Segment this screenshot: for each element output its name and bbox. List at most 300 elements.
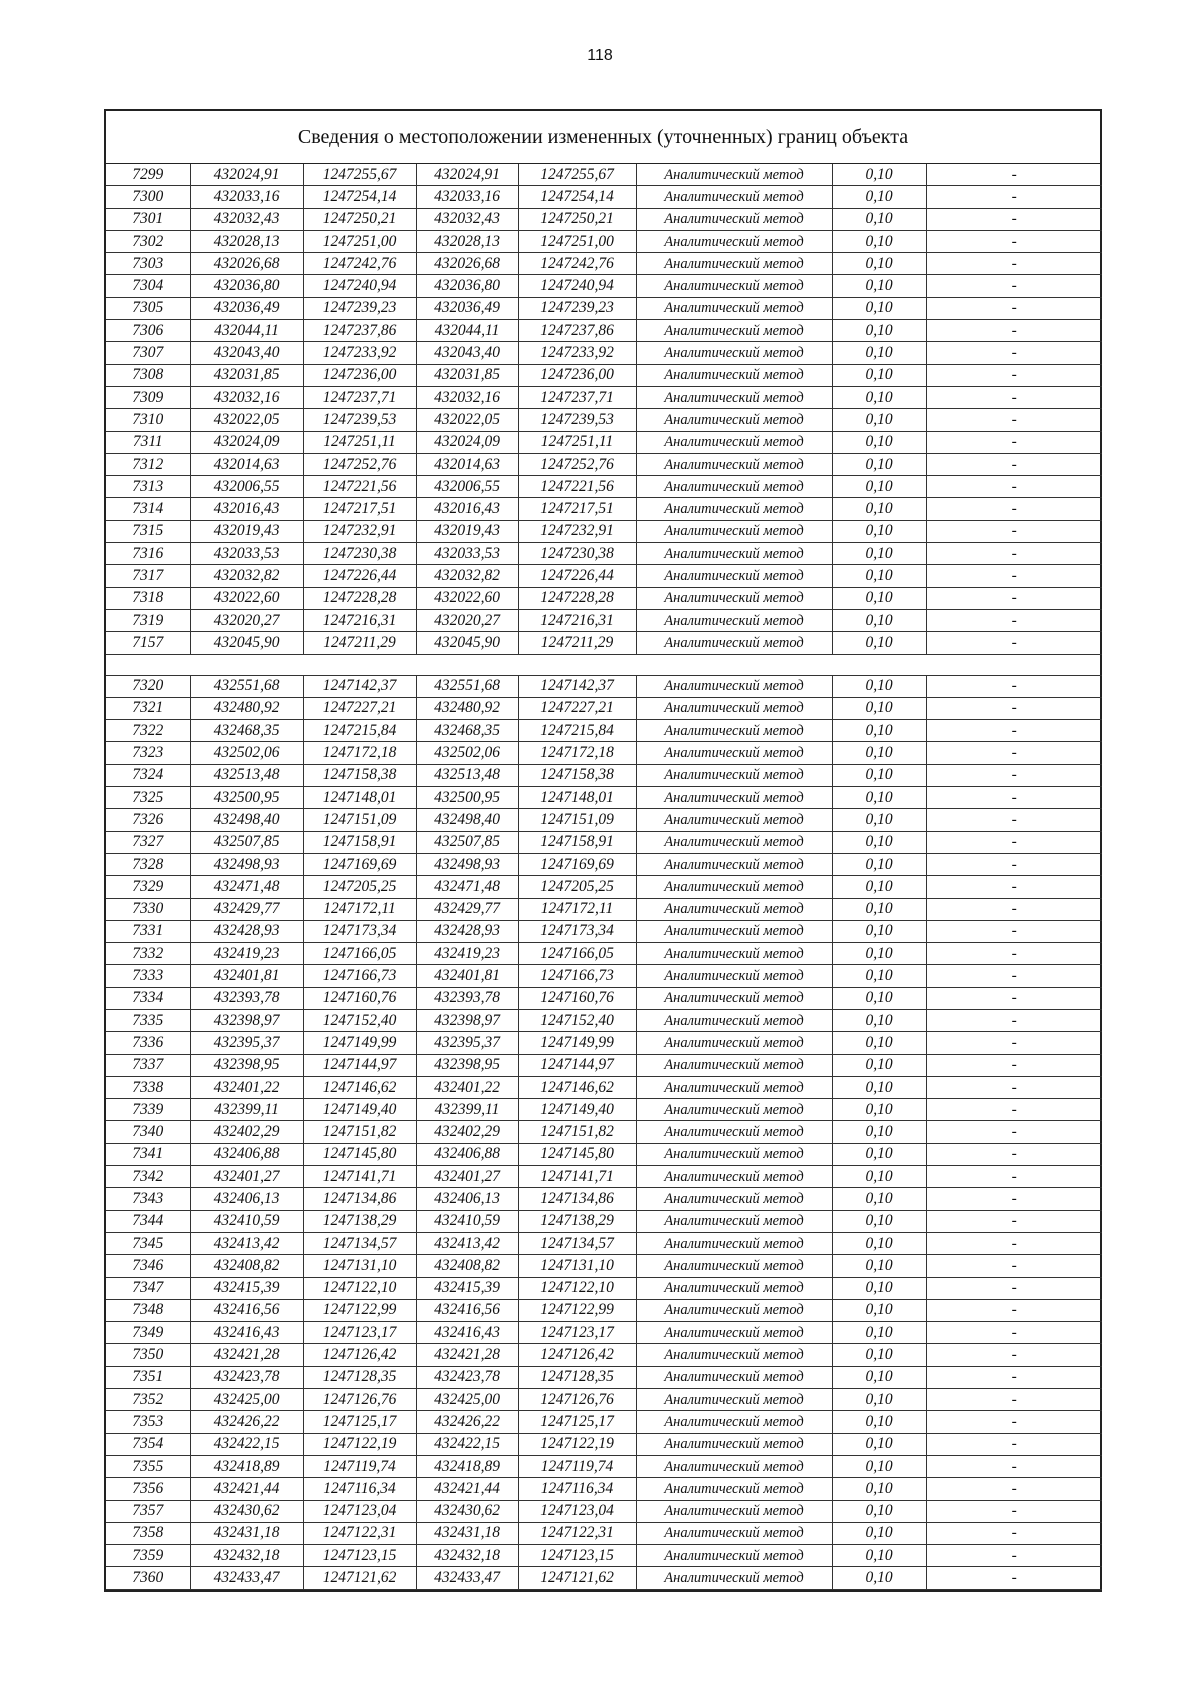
x-refined-cell: 432024,91	[416, 164, 518, 186]
y-existing-cell: 1247145,80	[303, 1143, 416, 1165]
point-number-cell: 7333	[106, 965, 190, 987]
precision-cell: 0,10	[832, 1455, 926, 1477]
method-cell: Аналитический метод	[636, 364, 832, 386]
y-refined-cell: 1247217,51	[518, 498, 636, 520]
x-existing-cell: 432024,91	[190, 164, 303, 186]
note-cell: -	[926, 898, 1102, 920]
point-number-cell: 7343	[106, 1188, 190, 1210]
x-refined-cell: 432026,68	[416, 253, 518, 275]
point-number-cell: 7338	[106, 1076, 190, 1098]
x-refined-cell: 432395,37	[416, 1032, 518, 1054]
y-existing-cell: 1247237,86	[303, 320, 416, 342]
table-row	[106, 742, 1102, 764]
precision-cell: 0,10	[832, 386, 926, 408]
method-cell: Аналитический метод	[636, 965, 832, 987]
y-existing-cell: 1247141,71	[303, 1166, 416, 1188]
y-existing-cell: 1247215,84	[303, 720, 416, 742]
x-existing-cell: 432428,93	[190, 920, 303, 942]
x-refined-cell: 432022,60	[416, 587, 518, 609]
note-cell: -	[926, 1032, 1102, 1054]
x-existing-cell: 432423,78	[190, 1366, 303, 1388]
point-number-cell: 7318	[106, 587, 190, 609]
x-refined-cell: 432468,35	[416, 720, 518, 742]
x-refined-cell: 432036,49	[416, 297, 518, 319]
y-existing-cell: 1247254,14	[303, 186, 416, 208]
point-number-cell: 7309	[106, 386, 190, 408]
precision-cell: 0,10	[832, 831, 926, 853]
y-refined-cell: 1247251,11	[518, 431, 636, 453]
point-number-cell: 7299	[106, 164, 190, 186]
table-row	[106, 1299, 1102, 1321]
x-refined-cell: 432031,85	[416, 364, 518, 386]
precision-cell: 0,10	[832, 697, 926, 719]
point-number-cell: 7359	[106, 1545, 190, 1567]
point-number-cell: 7355	[106, 1455, 190, 1477]
precision-cell: 0,10	[832, 675, 926, 697]
point-number-cell: 7324	[106, 764, 190, 786]
precision-cell: 0,10	[832, 609, 926, 631]
y-refined-cell: 1247123,15	[518, 1545, 636, 1567]
note-cell: -	[926, 1522, 1102, 1544]
method-cell: Аналитический метод	[636, 587, 832, 609]
boundary-table-frame	[104, 109, 1102, 1592]
x-existing-cell: 432416,56	[190, 1299, 303, 1321]
y-existing-cell: 1247251,11	[303, 431, 416, 453]
y-refined-cell: 1247123,17	[518, 1322, 636, 1344]
y-refined-cell: 1247228,28	[518, 587, 636, 609]
x-existing-cell: 432398,95	[190, 1054, 303, 1076]
x-refined-cell: 432421,44	[416, 1478, 518, 1500]
point-number-cell: 7321	[106, 697, 190, 719]
y-refined-cell: 1247151,09	[518, 809, 636, 831]
precision-cell: 0,10	[832, 943, 926, 965]
x-refined-cell: 432399,11	[416, 1099, 518, 1121]
y-refined-cell: 1247254,14	[518, 186, 636, 208]
x-refined-cell: 432014,63	[416, 453, 518, 475]
note-cell: -	[926, 1232, 1102, 1254]
precision-cell: 0,10	[832, 453, 926, 475]
precision-cell: 0,10	[832, 297, 926, 319]
note-cell: -	[926, 943, 1102, 965]
y-existing-cell: 1247123,04	[303, 1500, 416, 1522]
y-existing-cell: 1247242,76	[303, 253, 416, 275]
y-existing-cell: 1247251,00	[303, 230, 416, 252]
precision-cell: 0,10	[832, 1522, 926, 1544]
y-existing-cell: 1247149,99	[303, 1032, 416, 1054]
precision-cell: 0,10	[832, 1143, 926, 1165]
x-existing-cell: 432468,35	[190, 720, 303, 742]
y-refined-cell: 1247239,53	[518, 409, 636, 431]
table-row	[106, 364, 1102, 386]
point-number-cell: 7328	[106, 853, 190, 875]
table-row	[106, 787, 1102, 809]
precision-cell: 0,10	[832, 1567, 926, 1589]
x-refined-cell: 432032,82	[416, 565, 518, 587]
precision-cell: 0,10	[832, 1032, 926, 1054]
precision-cell: 0,10	[832, 1344, 926, 1366]
y-existing-cell: 1247237,71	[303, 386, 416, 408]
note-cell: -	[926, 565, 1102, 587]
note-cell: -	[926, 386, 1102, 408]
x-existing-cell: 432028,13	[190, 230, 303, 252]
y-refined-cell: 1247158,38	[518, 764, 636, 786]
y-existing-cell: 1247121,62	[303, 1567, 416, 1589]
x-refined-cell: 432471,48	[416, 876, 518, 898]
method-cell: Аналитический метод	[636, 164, 832, 186]
y-existing-cell: 1247116,34	[303, 1478, 416, 1500]
table-title: Сведения о местоположении измененных (уточненных) границ объекта	[106, 111, 1100, 164]
method-cell: Аналитический метод	[636, 1210, 832, 1232]
point-number-cell: 7322	[106, 720, 190, 742]
y-refined-cell: 1247215,84	[518, 720, 636, 742]
x-existing-cell: 432418,89	[190, 1455, 303, 1477]
x-existing-cell: 432031,85	[190, 364, 303, 386]
y-existing-cell: 1247239,53	[303, 409, 416, 431]
precision-cell: 0,10	[832, 1054, 926, 1076]
table-row	[106, 1166, 1102, 1188]
y-refined-cell: 1247232,91	[518, 520, 636, 542]
precision-cell: 0,10	[832, 1009, 926, 1031]
y-existing-cell: 1247122,99	[303, 1299, 416, 1321]
y-existing-cell: 1247138,29	[303, 1210, 416, 1232]
note-cell: -	[926, 920, 1102, 942]
y-refined-cell: 1247134,86	[518, 1188, 636, 1210]
y-existing-cell: 1247149,40	[303, 1099, 416, 1121]
y-refined-cell: 1247251,00	[518, 230, 636, 252]
precision-cell: 0,10	[832, 587, 926, 609]
table-row	[106, 809, 1102, 831]
precision-cell: 0,10	[832, 342, 926, 364]
x-refined-cell: 432024,09	[416, 431, 518, 453]
y-refined-cell: 1247230,38	[518, 543, 636, 565]
x-refined-cell: 432428,93	[416, 920, 518, 942]
point-number-cell: 7353	[106, 1411, 190, 1433]
x-refined-cell: 432413,42	[416, 1232, 518, 1254]
note-cell: -	[926, 1188, 1102, 1210]
x-refined-cell: 432502,06	[416, 742, 518, 764]
y-existing-cell: 1247166,73	[303, 965, 416, 987]
point-number-cell: 7332	[106, 943, 190, 965]
y-existing-cell: 1247142,37	[303, 675, 416, 697]
y-refined-cell: 1247169,69	[518, 853, 636, 875]
point-number-cell: 7304	[106, 275, 190, 297]
point-number-cell: 7337	[106, 1054, 190, 1076]
x-existing-cell: 432016,43	[190, 498, 303, 520]
method-cell: Аналитический метод	[636, 764, 832, 786]
x-refined-cell: 432044,11	[416, 320, 518, 342]
coordinates-table	[106, 164, 1102, 1590]
table-row	[106, 1344, 1102, 1366]
note-cell: -	[926, 1009, 1102, 1031]
method-cell: Аналитический метод	[636, 609, 832, 631]
y-refined-cell: 1247250,21	[518, 208, 636, 230]
table-row	[106, 453, 1102, 475]
precision-cell: 0,10	[832, 898, 926, 920]
x-refined-cell: 432045,90	[416, 632, 518, 654]
y-refined-cell: 1247126,76	[518, 1389, 636, 1411]
y-refined-cell: 1247237,71	[518, 386, 636, 408]
y-refined-cell: 1247116,34	[518, 1478, 636, 1500]
method-cell: Аналитический метод	[636, 1389, 832, 1411]
group-separator-row	[106, 654, 1102, 675]
precision-cell: 0,10	[832, 809, 926, 831]
y-existing-cell: 1247227,21	[303, 697, 416, 719]
method-cell: Аналитический метод	[636, 898, 832, 920]
precision-cell: 0,10	[832, 1076, 926, 1098]
method-cell: Аналитический метод	[636, 987, 832, 1009]
note-cell: -	[926, 1076, 1102, 1098]
point-number-cell: 7311	[106, 431, 190, 453]
x-refined-cell: 432006,55	[416, 476, 518, 498]
note-cell: -	[926, 720, 1102, 742]
precision-cell: 0,10	[832, 1277, 926, 1299]
y-existing-cell: 1247232,91	[303, 520, 416, 542]
point-number-cell: 7345	[106, 1232, 190, 1254]
precision-cell: 0,10	[832, 253, 926, 275]
y-refined-cell: 1247151,82	[518, 1121, 636, 1143]
table-body	[106, 164, 1102, 1589]
method-cell: Аналитический метод	[636, 409, 832, 431]
y-existing-cell: 1247169,69	[303, 853, 416, 875]
y-refined-cell: 1247126,42	[518, 1344, 636, 1366]
method-cell: Аналитический метод	[636, 297, 832, 319]
method-cell: Аналитический метод	[636, 1411, 832, 1433]
table-row	[106, 431, 1102, 453]
method-cell: Аналитический метод	[636, 1522, 832, 1544]
x-refined-cell: 432433,47	[416, 1567, 518, 1589]
note-cell: -	[926, 1121, 1102, 1143]
y-refined-cell: 1247138,29	[518, 1210, 636, 1232]
note-cell: -	[926, 230, 1102, 252]
note-cell: -	[926, 742, 1102, 764]
method-cell: Аналитический метод	[636, 386, 832, 408]
table-row	[106, 1188, 1102, 1210]
note-cell: -	[926, 809, 1102, 831]
table-row	[106, 1277, 1102, 1299]
x-refined-cell: 432425,00	[416, 1389, 518, 1411]
precision-cell: 0,10	[832, 1232, 926, 1254]
method-cell: Аналитический метод	[636, 1277, 832, 1299]
x-existing-cell: 432401,27	[190, 1166, 303, 1188]
precision-cell: 0,10	[832, 565, 926, 587]
table-row	[106, 943, 1102, 965]
note-cell: -	[926, 208, 1102, 230]
method-cell: Аналитический метод	[636, 320, 832, 342]
note-cell: -	[926, 342, 1102, 364]
y-refined-cell: 1247145,80	[518, 1143, 636, 1165]
x-refined-cell: 432401,22	[416, 1076, 518, 1098]
y-existing-cell: 1247151,82	[303, 1121, 416, 1143]
y-refined-cell: 1247226,44	[518, 565, 636, 587]
note-cell: -	[926, 364, 1102, 386]
method-cell: Аналитический метод	[636, 1500, 832, 1522]
y-existing-cell: 1247122,31	[303, 1522, 416, 1544]
table-row	[106, 1121, 1102, 1143]
note-cell: -	[926, 1389, 1102, 1411]
precision-cell: 0,10	[832, 920, 926, 942]
point-number-cell: 7347	[106, 1277, 190, 1299]
note-cell: -	[926, 1455, 1102, 1477]
table-row	[106, 476, 1102, 498]
x-existing-cell: 432395,37	[190, 1032, 303, 1054]
precision-cell: 0,10	[832, 1299, 926, 1321]
y-existing-cell: 1247144,97	[303, 1054, 416, 1076]
x-refined-cell: 432415,39	[416, 1277, 518, 1299]
y-refined-cell: 1247166,73	[518, 965, 636, 987]
precision-cell: 0,10	[832, 1210, 926, 1232]
x-existing-cell: 432014,63	[190, 453, 303, 475]
method-cell: Аналитический метод	[636, 1322, 832, 1344]
note-cell: -	[926, 587, 1102, 609]
precision-cell: 0,10	[832, 1121, 926, 1143]
x-refined-cell: 432430,62	[416, 1500, 518, 1522]
x-existing-cell: 432033,53	[190, 543, 303, 565]
point-number-cell: 7301	[106, 208, 190, 230]
y-refined-cell: 1247242,76	[518, 253, 636, 275]
x-existing-cell: 432498,40	[190, 809, 303, 831]
point-number-cell: 7351	[106, 1366, 190, 1388]
y-refined-cell: 1247122,19	[518, 1433, 636, 1455]
precision-cell: 0,10	[832, 720, 926, 742]
x-refined-cell: 432500,95	[416, 787, 518, 809]
table-row	[106, 1032, 1102, 1054]
x-existing-cell: 432036,49	[190, 297, 303, 319]
x-existing-cell: 432551,68	[190, 675, 303, 697]
y-existing-cell: 1247152,40	[303, 1009, 416, 1031]
x-existing-cell: 432507,85	[190, 831, 303, 853]
point-number-cell: 7360	[106, 1567, 190, 1589]
y-existing-cell: 1247125,17	[303, 1411, 416, 1433]
y-existing-cell: 1247126,76	[303, 1389, 416, 1411]
method-cell: Аналитический метод	[636, 697, 832, 719]
x-existing-cell: 432036,80	[190, 275, 303, 297]
table-row	[106, 1143, 1102, 1165]
table-row	[106, 898, 1102, 920]
method-cell: Аналитический метод	[636, 543, 832, 565]
precision-cell: 0,10	[832, 1366, 926, 1388]
table-row	[106, 1076, 1102, 1098]
point-number-cell: 7300	[106, 186, 190, 208]
precision-cell: 0,10	[832, 1166, 926, 1188]
x-existing-cell: 432044,11	[190, 320, 303, 342]
note-cell: -	[926, 543, 1102, 565]
y-refined-cell: 1247227,21	[518, 697, 636, 719]
note-cell: -	[926, 498, 1102, 520]
note-cell: -	[926, 1478, 1102, 1500]
note-cell: -	[926, 297, 1102, 319]
note-cell: -	[926, 1545, 1102, 1567]
method-cell: Аналитический метод	[636, 1166, 832, 1188]
y-existing-cell: 1247166,05	[303, 943, 416, 965]
note-cell: -	[926, 320, 1102, 342]
y-existing-cell: 1247134,57	[303, 1232, 416, 1254]
note-cell: -	[926, 409, 1102, 431]
x-existing-cell: 432432,18	[190, 1545, 303, 1567]
table-row	[106, 1366, 1102, 1388]
x-refined-cell: 432421,28	[416, 1344, 518, 1366]
method-cell: Аналитический метод	[636, 675, 832, 697]
table-row	[106, 587, 1102, 609]
x-refined-cell: 432498,40	[416, 809, 518, 831]
x-refined-cell: 432043,40	[416, 342, 518, 364]
y-existing-cell: 1247158,38	[303, 764, 416, 786]
point-number-cell: 7320	[106, 675, 190, 697]
table-row	[106, 208, 1102, 230]
table-row	[106, 1210, 1102, 1232]
note-cell: -	[926, 1054, 1102, 1076]
precision-cell: 0,10	[832, 853, 926, 875]
y-existing-cell: 1247230,38	[303, 543, 416, 565]
x-existing-cell: 432419,23	[190, 943, 303, 965]
point-number-cell: 7306	[106, 320, 190, 342]
table-row	[106, 230, 1102, 252]
x-refined-cell: 432402,29	[416, 1121, 518, 1143]
method-cell: Аналитический метод	[636, 1076, 832, 1098]
point-number-cell: 7334	[106, 987, 190, 1009]
x-existing-cell: 432032,16	[190, 386, 303, 408]
note-cell: -	[926, 1255, 1102, 1277]
method-cell: Аналитический метод	[636, 230, 832, 252]
x-existing-cell: 432426,22	[190, 1411, 303, 1433]
table-row	[106, 1009, 1102, 1031]
method-cell: Аналитический метод	[636, 476, 832, 498]
precision-cell: 0,10	[832, 409, 926, 431]
point-number-cell: 7358	[106, 1522, 190, 1544]
y-existing-cell: 1247205,25	[303, 876, 416, 898]
x-existing-cell: 432020,27	[190, 609, 303, 631]
method-cell: Аналитический метод	[636, 1366, 832, 1388]
method-cell: Аналитический метод	[636, 1545, 832, 1567]
method-cell: Аналитический метод	[636, 720, 832, 742]
method-cell: Аналитический метод	[636, 876, 832, 898]
page-number: 118	[587, 47, 613, 64]
point-number-cell: 7326	[106, 809, 190, 831]
table-row	[106, 1255, 1102, 1277]
x-refined-cell: 432028,13	[416, 230, 518, 252]
y-refined-cell: 1247211,29	[518, 632, 636, 654]
y-refined-cell: 1247148,01	[518, 787, 636, 809]
table-row	[106, 1099, 1102, 1121]
x-refined-cell: 432507,85	[416, 831, 518, 853]
y-existing-cell: 1247240,94	[303, 275, 416, 297]
x-refined-cell: 432032,16	[416, 386, 518, 408]
x-refined-cell: 432431,18	[416, 1522, 518, 1544]
x-refined-cell: 432416,56	[416, 1299, 518, 1321]
point-number-cell: 7325	[106, 787, 190, 809]
x-existing-cell: 432498,93	[190, 853, 303, 875]
x-existing-cell: 432022,60	[190, 587, 303, 609]
x-existing-cell: 432406,88	[190, 1143, 303, 1165]
y-refined-cell: 1247131,10	[518, 1255, 636, 1277]
table-row	[106, 186, 1102, 208]
point-number-cell: 7348	[106, 1299, 190, 1321]
method-cell: Аналитический метод	[636, 1299, 832, 1321]
note-cell: -	[926, 697, 1102, 719]
y-existing-cell: 1247236,00	[303, 364, 416, 386]
y-existing-cell: 1247217,51	[303, 498, 416, 520]
note-cell: -	[926, 987, 1102, 1009]
precision-cell: 0,10	[832, 876, 926, 898]
precision-cell: 0,10	[832, 1478, 926, 1500]
point-number-cell: 7352	[106, 1389, 190, 1411]
x-existing-cell: 432502,06	[190, 742, 303, 764]
table-row	[106, 520, 1102, 542]
table-row	[106, 409, 1102, 431]
precision-cell: 0,10	[832, 1500, 926, 1522]
method-cell: Аналитический метод	[636, 1567, 832, 1589]
note-cell: -	[926, 1500, 1102, 1522]
note-cell: -	[926, 1322, 1102, 1344]
